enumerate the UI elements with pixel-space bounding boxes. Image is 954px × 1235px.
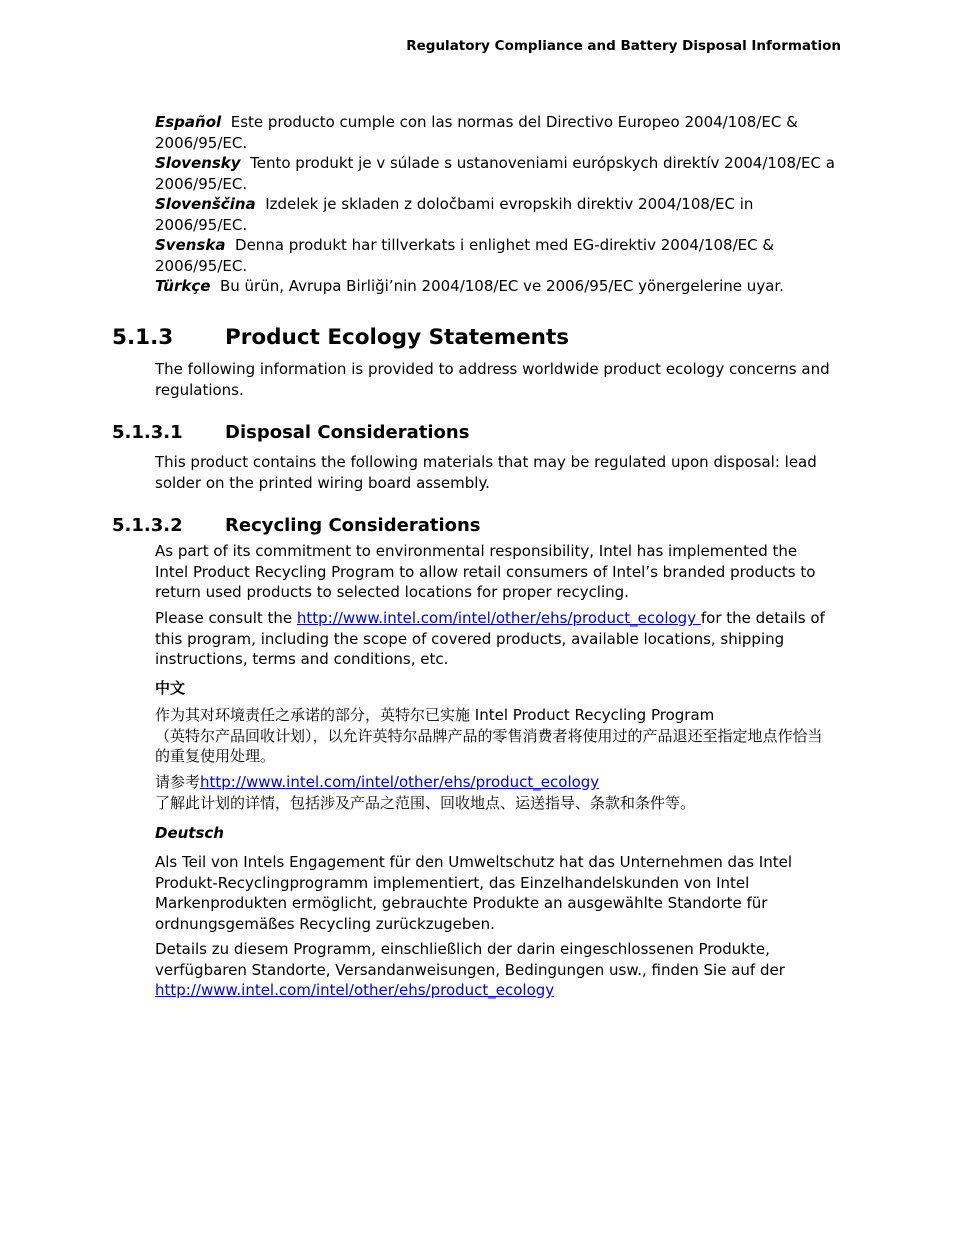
- recycling-paragraph-1: As part of its commitment to environmental responsibility, Intel has implemented the Intel Product Recycling Program to allow retail consumers of Intel’s branded products to return used products to selected locations for proper recycling.: [155, 542, 816, 601]
- section-title: Recycling Considerations: [225, 515, 481, 536]
- deutsch-paragraph-2: [155, 939, 835, 1001]
- cjk-text: 了解此计划的详情，包括涉及产品之范围、回收地点、运送指导、条款和条件等。: [155, 793, 696, 812]
- section-number: 5.1.3: [112, 325, 174, 350]
- running-header: Regulatory Compliance and Battery Disposal Information: [406, 38, 841, 54]
- latin-text: Intel Product Recycling Program: [474, 706, 715, 724]
- lang-label: Svenska: [155, 236, 226, 254]
- deutsch-heading: Deutsch: [155, 824, 224, 842]
- compliance-es: [155, 112, 835, 153]
- cjk-text: 请参考: [155, 773, 201, 791]
- compliance-sk: [155, 153, 835, 194]
- product-ecology-link[interactable]: http://www.intel.com/intel/other/ehs/product_ecology: [155, 981, 555, 999]
- compliance-text: Tento produkt je v súlade s ustanoveniami európskych direktív 2004/108/EC a 2006/95/EC.: [155, 154, 835, 193]
- compliance-tr: [155, 276, 835, 297]
- section-title: Disposal Considerations: [225, 422, 470, 443]
- lang-label: Slovenščina: [155, 195, 256, 213]
- compliance-text: Bu ürün, Avrupa Birliği’nin 2004/108/EC ve 2006/95/EC yönergelerine uyar.: [219, 277, 784, 295]
- compliance-text: Denna produkt har tillverkats i enlighet med EG-direktiv 2004/108/EC & 2006/95/EC.: [155, 236, 775, 275]
- section-title: Product Ecology Statements: [225, 325, 570, 350]
- product-ecology-link[interactable]: http://www.intel.com/intel/other/ehs/product_ecology: [200, 773, 600, 791]
- compliance-sl: [155, 194, 835, 235]
- text: for the details of this program, including the scope of covered products, available locations, shipping instructions, terms and conditions, etc.: [155, 609, 825, 668]
- chinese-heading: 中文: [155, 679, 186, 697]
- compliance-text: Izdelek je skladen z določbami evropskih direktiv 2004/108/EC in 2006/95/EC.: [155, 195, 754, 234]
- text: Please consult the: [155, 609, 297, 627]
- product-ecology-link[interactable]: http://www.intel.com/intel/other/ehs/product_ecology: [296, 609, 701, 627]
- cjk-text: 作为其对环境责任之承诺的部分，英特尔已实施: [155, 706, 475, 724]
- recycling-paragraph-2: [155, 608, 835, 670]
- section-heading-5-1-3-1: [112, 422, 469, 443]
- text: Details zu diesem Programm, einschließlich der darin eingeschlossenen Produkte, verfügbaren Standorte, Versandanweisungen, Bedingungen usw., finden Sie auf der: [155, 940, 785, 979]
- section-heading-5-1-3: [112, 325, 569, 350]
- deutsch-paragraph-1: Als Teil von Intels Engagement für den Umweltschutz hat das Unternehmen das Intel Produkt-Recyclingprogramm implementiert, das Einzelhandelskunden von Intel Markenprodukten ermöglicht, gebrauchte Produkte an ausgewählte Standorte für ordnungsgemäßes Recycling zurückzugeben.: [155, 853, 793, 933]
- chinese-paragraph-2: [155, 772, 835, 813]
- section-number: 5.1.3.2: [112, 515, 183, 536]
- lang-label: Español: [155, 113, 222, 131]
- lang-label: Türkçe: [155, 277, 211, 295]
- cjk-text: （英特尔产品回收计划），以允许英特尔品牌产品的零售消费者将使用过的产品退还至指定地点作恰当的重复使用处理。: [155, 726, 823, 765]
- lang-label: Slovensky: [155, 154, 241, 172]
- chinese-paragraph-1: [155, 705, 835, 767]
- section-intro: The following information is provided to address worldwide product ecology concerns and regulations.: [155, 360, 830, 399]
- section-number: 5.1.3.1: [112, 422, 183, 443]
- compliance-text: Este producto cumple con las normas del Directivo Europeo 2004/108/EC & 2006/95/EC.: [155, 113, 798, 152]
- disposal-body: This product contains the following materials that may be regulated upon disposal: lead solder on the printed wiring board assembly.: [155, 453, 817, 492]
- compliance-sv: [155, 235, 835, 276]
- section-heading-5-1-3-2: [112, 515, 481, 536]
